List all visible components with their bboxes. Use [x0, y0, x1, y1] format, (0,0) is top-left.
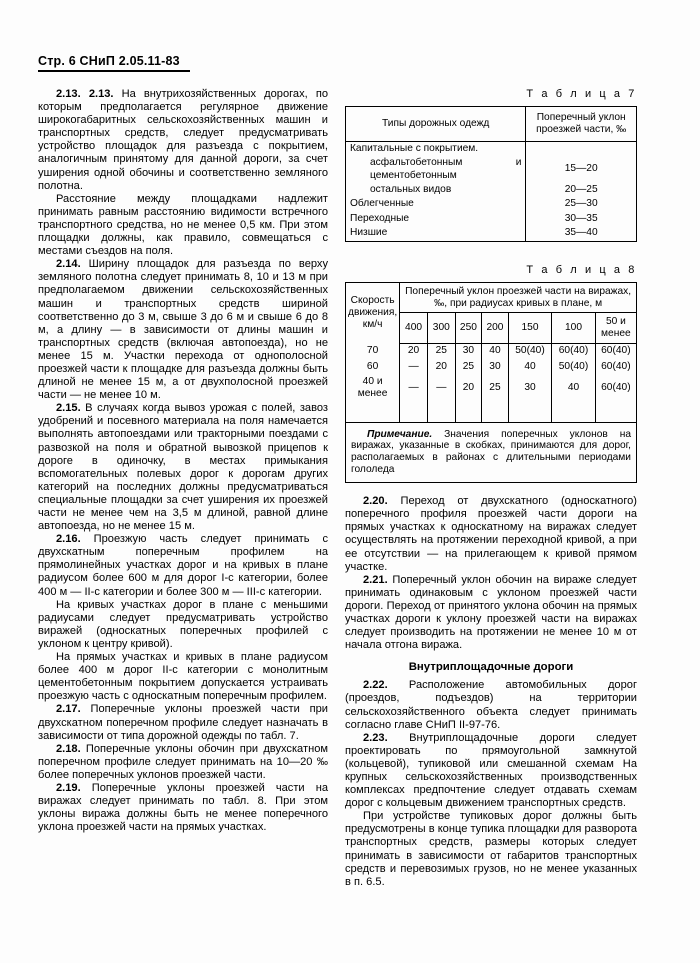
table7-cell-label-5: Низшие — [346, 226, 526, 241]
table-row — [346, 197, 637, 211]
table8-cell-2-4: 30 — [508, 374, 552, 401]
table8-cell-2-1: — — [427, 374, 455, 401]
table-row — [346, 374, 636, 401]
paragraph-2-20 — [345, 495, 637, 574]
table8-filler-5 — [552, 402, 596, 422]
table7-cell-label-4: Переходные — [346, 212, 526, 226]
table8-header-speed: Скорость движения, км/ч — [346, 283, 400, 344]
paragraph-2-19 — [38, 782, 328, 834]
table8-cell-0-5: 60(40) — [552, 343, 596, 359]
paragraph-2-21-text: 2.21. Поперечный уклон обочин на вираже следует принимать одинаковым с уклоном проезжей части дороги. Переход от принятого уклона обочин на прямых участках дороги к уклону проезжей части на виражах следует производить на протяжении не менее 10 м от начала отгона виража. — [345, 573, 637, 652]
table7-cell-value-5: 35—40 — [564, 227, 598, 239]
table7-header-row — [346, 107, 637, 142]
paragraph-2-15-text: 2.15. В случаях когда вывоз урожая с полей, завоз удобрений и посевного материала на поля намечается выполнять автопоездами или тракторными поездами с развозкой на поля и обратной вывозкой прицепов к дороге в одиночку, в местах примыкания вспомогательных полевых дорог к дорогам других категорий на последних должны предусматриваться специальные площадки за счет уширения их проезжей части не менее чем на 3,5 м длиной, равной длине автопоезда, но не менее 15 м. — [38, 402, 328, 533]
table8-filler-row — [346, 402, 636, 422]
table8-filler-3 — [482, 402, 509, 422]
table8-col-100: 100 — [552, 313, 596, 343]
clause-number: 2.16. — [56, 533, 81, 546]
table8 — [346, 283, 636, 422]
table8-cell-1-1: 20 — [427, 359, 455, 375]
clause-number: 2.18. — [56, 742, 81, 755]
paragraph-2-13-text: 2.13. На внутрихозяйственных дорогах, по которым предполагается регулярное движение широкогабаритных сельскохозяйственных машин и транспортных средств, следует предусматривать устройство площадок для разъезда с покрытием, аналогичным принятому для данной дороги, за счет уширения одной обочины и соответственно земляного полотна. — [38, 88, 328, 192]
table-row — [346, 212, 637, 226]
table8-filler-4 — [508, 402, 552, 422]
paragraph-2-14-text: 2.14. Ширину площадок для разъезда по верху земляного полотна следует принимать 8, 10 и 13 м при предполагаемом движении сельскохозяйственных машин и транспортных средств шириной соответственно до 3 м, свыше 3 до 6 м и свыше 6 до 8 м, а длину — в зависимости от длины машин и транспортных средств (включая автопоезда), но не менее 15 м. Участки перехода от однополосной проезжей части к площадке для разъезда должны быть длиной не менее 15 м, а от двухполосной проезжей части — не менее 10 м. — [38, 258, 328, 402]
table-row — [346, 359, 636, 375]
table8-group-header-row — [346, 283, 636, 313]
table7-sub-2: остальных видов — [370, 183, 452, 195]
paragraph-2-16 — [38, 533, 328, 598]
table8-col-400: 400 — [400, 313, 428, 343]
paragraph-2-16-cont-1 — [38, 599, 328, 651]
table8-cell-0-1: 25 — [427, 343, 455, 359]
table7-cell-label-0 — [346, 141, 526, 156]
table7-sub-1: асфальтобетонным и цементобетонным — [370, 157, 522, 181]
clause-number: 2.20. — [363, 495, 388, 508]
clause-number: 2.14. — [56, 258, 81, 271]
table8-header-group: Поперечный уклон проезжей части на виражах, ‰, при радиусах кривых в плане, м — [400, 283, 636, 313]
paragraph-2-22-text: 2.22. Расположение автомобильных дорог (проездов, подъездов) на территории сельскохозяйственного объекта следует принимать согласно главе СНиП II-97-76. — [345, 679, 637, 731]
left-text-column — [38, 88, 328, 834]
table8-col-50: 50 и менее — [595, 313, 636, 343]
table8-filler-2 — [455, 402, 482, 422]
table8-note-text: Значения поперечных уклонов на виражах, указанные в скобках, принимаются для дорог, располагаемых в районах с длительными периодами гололеда — [351, 428, 631, 476]
table8-col-300: 300 — [427, 313, 455, 343]
table8-col-200: 200 — [482, 313, 509, 343]
page-header: Стр. 6 СНиП 2.05.11-83 — [38, 54, 190, 72]
table7-cell-value-3: 25—30 — [564, 198, 598, 210]
table8-col-150: 150 — [508, 313, 552, 343]
table7 — [345, 106, 637, 241]
clause-number: 2.22. — [363, 679, 388, 692]
table8-cell-1-4: 40 — [508, 359, 552, 375]
table8-speed-1: 60 — [346, 359, 400, 375]
paragraph-2-17 — [38, 703, 328, 742]
table8-speed-2: 40 и менее — [346, 374, 400, 401]
table8-filler-0 — [400, 402, 428, 422]
paragraph-2-18 — [38, 743, 328, 782]
clause-number: 2.13. — [88, 88, 114, 100]
table8-speed-0: 70 — [346, 343, 400, 359]
paragraph-2-20-text: 2.20. Переход от двухскатного (односкатного) поперечного профиля проезжей части дороги на прямых участках к односкатному на виражах следует осуществлять на протяжении переходной кривой, а при ее отсутствии — на прилегающем к кривой прямом участке. — [345, 495, 637, 573]
table8-cell-2-6: 60(40) — [601, 382, 631, 394]
paragraph-2-16-cont-2-text: На прямых участках и кривых в плане радиусом более 400 м дорог II-с категории с монолитным цементобетонным покрытием допускается устраивать проезжую часть с односкатным поперечным профилем. — [38, 651, 328, 703]
clause-number: 2.19. — [56, 781, 81, 794]
paragraph-2-19-text: 2.19. Поперечные уклоны проезжей части на виражах следует принимать по табл. 8. При этом уклоны виража должны быть не менее поперечного уклона проезжей части на прямых участках. — [38, 781, 328, 834]
paragraph-2-21 — [345, 574, 637, 653]
table8-note-lead: Примечание. — [367, 428, 433, 440]
paragraph-2-15 — [38, 402, 328, 533]
table8-cell-0-3: 40 — [482, 343, 509, 359]
table8-cell-1-3: 30 — [482, 359, 509, 375]
section-heading-internal-roads: Внутриплощадочные дороги — [408, 661, 574, 674]
table7-cell-value-2: 20—25 — [564, 183, 598, 195]
table8-cell-0-4: 50(40) — [508, 343, 552, 359]
table8-caption: Т а б л и ц а 8 — [526, 263, 637, 276]
table7-header-types: Типы дорожных одежд — [346, 107, 526, 142]
table8-filler-6 — [595, 402, 636, 422]
clause-number: 2.17. — [56, 703, 81, 716]
right-content-column — [345, 88, 637, 889]
paragraph-2-23 — [345, 732, 637, 811]
table7-cell-value-1: 15—20 — [564, 163, 598, 175]
paragraph-2-18-text: 2.18. Поперечные уклоны обочин при двухскатном поперечном профиле следует принимать на 10—20 ‰ более поперечных уклонов проезжей части. — [38, 742, 328, 781]
table8-col-250: 250 — [455, 313, 482, 343]
paragraph-2-16-cont-1-text: На кривых участках дорог в плане с меньшими радиусами следует предусматривать устройство виражей (односкатных поперечных профилей с уклоном к центру кривой). — [38, 598, 328, 650]
clause-number: 2.23. — [363, 731, 388, 744]
clause-number: 2.21. — [363, 573, 388, 586]
table8-filler-speed — [346, 402, 400, 422]
table7-cell-label-1 — [346, 156, 526, 183]
table8-cell-1-5: 50(40) — [552, 359, 596, 375]
table8-cell-1-0: — — [400, 359, 428, 375]
table-row — [346, 156, 637, 183]
paragraph-2-16-text: 2.16. Проезжую часть следует принимать с двухскатным поперечным профилем на прямолинейных участках дорог и на кривых в плане радиусом более 600 м для дорог I-с категории, более 400 м — II-с категории и более 300 м — III-с категории. — [38, 533, 328, 598]
paragraph-2-13-cont-text: Расстояние между площадками надлежит принимать равным расстоянию видимости встречного транспортного средства, но не менее 0,5 км. При этом площадки должны, как правило, совмещаться с местами съездов на поля. — [38, 192, 328, 258]
table-row — [346, 183, 637, 197]
table7-cell-label-3: Облегченные — [346, 197, 526, 211]
table7-cell-value-0 — [526, 141, 637, 156]
paragraph-2-22 — [345, 679, 637, 731]
table8-note-paragraph — [351, 429, 631, 477]
table8-cell-0-2: 30 — [455, 343, 482, 359]
table8-cell-0-6: 60(40) — [601, 345, 631, 357]
table8-container — [345, 282, 637, 484]
table8-cell-0-0: 20 — [400, 343, 428, 359]
paragraph-2-13 — [38, 88, 328, 193]
table8-filler-1 — [427, 402, 455, 422]
table7-header-slope: Поперечный уклон проезжей части, ‰ — [526, 107, 637, 142]
paragraph-2-13-cont — [38, 193, 328, 258]
paragraph-2-16-cont-2 — [38, 651, 328, 703]
table8-cell-2-5: 40 — [552, 374, 596, 401]
table-row — [346, 343, 636, 359]
table-row — [346, 226, 637, 241]
table7-caption: Т а б л и ц а 7 — [526, 88, 637, 100]
table8-cell-2-0: — — [400, 374, 428, 401]
table-row — [346, 141, 637, 156]
clause-number: 2.15. — [56, 402, 81, 415]
table8-cell-1-2: 25 — [455, 359, 482, 375]
table7-label-0: Капитальные с покрытием. — [350, 142, 479, 154]
paragraph-2-23-cont-text: При устройстве тупиковых дорог должны быть предусмотрены в конце тупика площадки для разворота транспортных средств, размеры которых следует принимать в зависимости от габаритов транспортных средств и перевозимых грузов, но не менее указанных в п. 6.5. — [345, 810, 637, 888]
table7-cell-value-4: 30—35 — [564, 212, 598, 224]
table8-cell-2-3: 25 — [482, 374, 509, 401]
table8-cell-1-6: 60(40) — [601, 360, 631, 372]
clause-number-2-13: 2.13. — [56, 88, 81, 100]
paragraph-2-23-text: 2.23. Внутриплощадочные дороги следует проектировать по прямоугольной замкнутой (кольцевой), тупиковой или смешанной схемам На крупных сельскохозяйственных производственных комплексах предпочтение следует отдавать схемам дорог с кольцевым движением транспортных средств. — [345, 731, 637, 810]
paragraph-2-17-text: 2.17. Поперечные уклоны проезжей части при двухскатном поперечном профиле следует назначать в зависимости от типа дорожной одежды по табл. 7. — [38, 703, 328, 742]
table8-cell-2-2: 20 — [455, 374, 482, 401]
paragraph-2-14 — [38, 258, 328, 402]
paragraph-2-23-cont — [345, 810, 637, 889]
table7-cell-label-2 — [346, 183, 526, 197]
table8-note — [346, 422, 636, 483]
